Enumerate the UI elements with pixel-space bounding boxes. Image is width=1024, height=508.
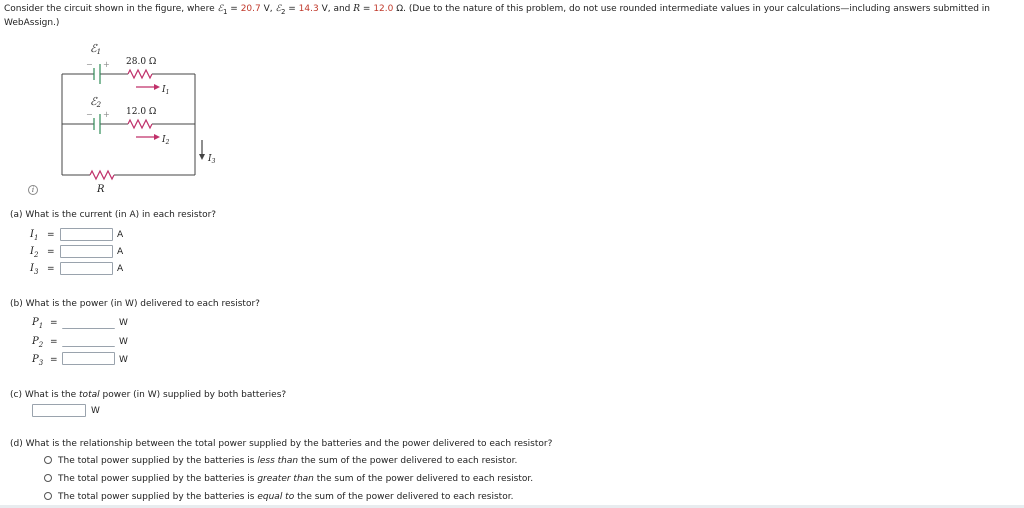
p2-var: $P_2$ [32,336,44,349]
p3-input[interactable] [62,352,115,365]
arrow-i2 [136,134,160,140]
p3-unit: W [119,355,128,365]
option-equal-to-label[interactable]: The total power supplied by the batteries is equal to the sum of the power delivered to each resistor. [58,492,514,502]
resistor-r [90,171,114,179]
option-greater-than-label[interactable]: The total power supplied by the batteries is greater than the sum of the power delivered to each resistor. [58,474,534,484]
intro-text: Consider the circuit shown in the figure, where [4,4,218,14]
i1-var: $I_1$ [30,229,39,242]
r-symbol: R [353,4,361,14]
label-e2: ℰ2 [90,95,102,109]
e1-unit: V, [260,4,276,14]
battery-e2 [94,114,100,134]
p1-unit: W [119,318,128,328]
i1-unit: A [117,230,124,240]
e1-sub: 1 [222,7,228,16]
eq-sign: = [360,4,374,14]
minus-e2: − [86,110,93,119]
e1-value: 20.7 [240,4,261,14]
arrow-i1 [136,84,160,90]
eq-sign: = [227,4,241,14]
info-icon[interactable]: i [28,185,38,195]
e2-unit: V, and [318,4,354,14]
i2-var: $I_2$ [30,246,39,259]
i1-input[interactable] [60,228,113,241]
battery-e1 [94,64,100,84]
circuit-wires [62,74,195,175]
e2-value: 14.3 [298,4,319,14]
i3-input[interactable] [60,262,113,275]
label-r: R [97,184,105,195]
total-power-input[interactable] [32,404,86,417]
label-i2: $I_2$ [162,135,170,146]
option-less-than-label[interactable]: The total power supplied by the batteries is less than the sum of the power delivered to each resistor. [58,456,518,466]
e2-symbol: ℰ [275,4,281,14]
eq-sign: = [285,4,299,14]
i3-eq: = [47,264,55,274]
part-c-question: (c) What is the total power (in W) supplied by both batteries? [10,390,287,400]
i1-eq: = [47,230,55,240]
arrow-i3 [199,140,205,160]
resistor-12 [128,120,152,128]
option-equal-to-radio[interactable] [44,492,52,500]
e2-sub: 2 [280,7,286,16]
resistor-28 [128,70,152,78]
p2-input[interactable] [62,334,115,347]
i3-unit: A [117,264,124,274]
r-value: 12.0 [373,4,394,14]
i3-var: $I_3$ [30,263,39,276]
i2-input[interactable] [60,245,113,258]
plus-e1: + [103,60,110,69]
p1-var: $P_1$ [32,317,44,330]
p1-input[interactable] [62,316,115,329]
label-i3: $I_3$ [208,154,216,165]
p2-unit: W [119,337,128,347]
plus-e2: + [103,110,110,119]
label-r1: 28.0 Ω [126,57,157,67]
label-e1: ℰ1 [90,42,102,56]
option-greater-than-radio[interactable] [44,474,52,482]
circuit-figure [50,38,230,198]
problem-statement [4,4,990,16]
r-unit: Ω. (Due to the nature of this problem, do not use rounded intermediate values in your calculations—including answers submitted in [393,4,991,14]
p1-eq: = [50,318,58,328]
p3-eq: = [50,355,58,365]
p3-var: $P_3$ [32,354,44,367]
part-a-question: (a) What is the current (in A) in each resistor? [10,210,217,220]
e1-symbol: ℰ [217,4,223,14]
i2-unit: A [117,247,124,257]
total-power-unit: W [91,406,100,416]
option-less-than-radio[interactable] [44,456,52,464]
label-i1: $I_1$ [162,85,170,96]
part-d-question: (d) What is the relationship between the total power supplied by the batteries and the power delivered to each resistor? [10,439,553,449]
problem-statement-line2: WebAssign.) [4,18,60,28]
i2-eq: = [47,247,55,257]
part-b-question: (b) What is the power (in W) delivered to each resistor? [10,299,260,309]
p2-eq: = [50,337,58,347]
label-r2: 12.0 Ω [126,107,157,117]
minus-e1: − [86,60,93,69]
